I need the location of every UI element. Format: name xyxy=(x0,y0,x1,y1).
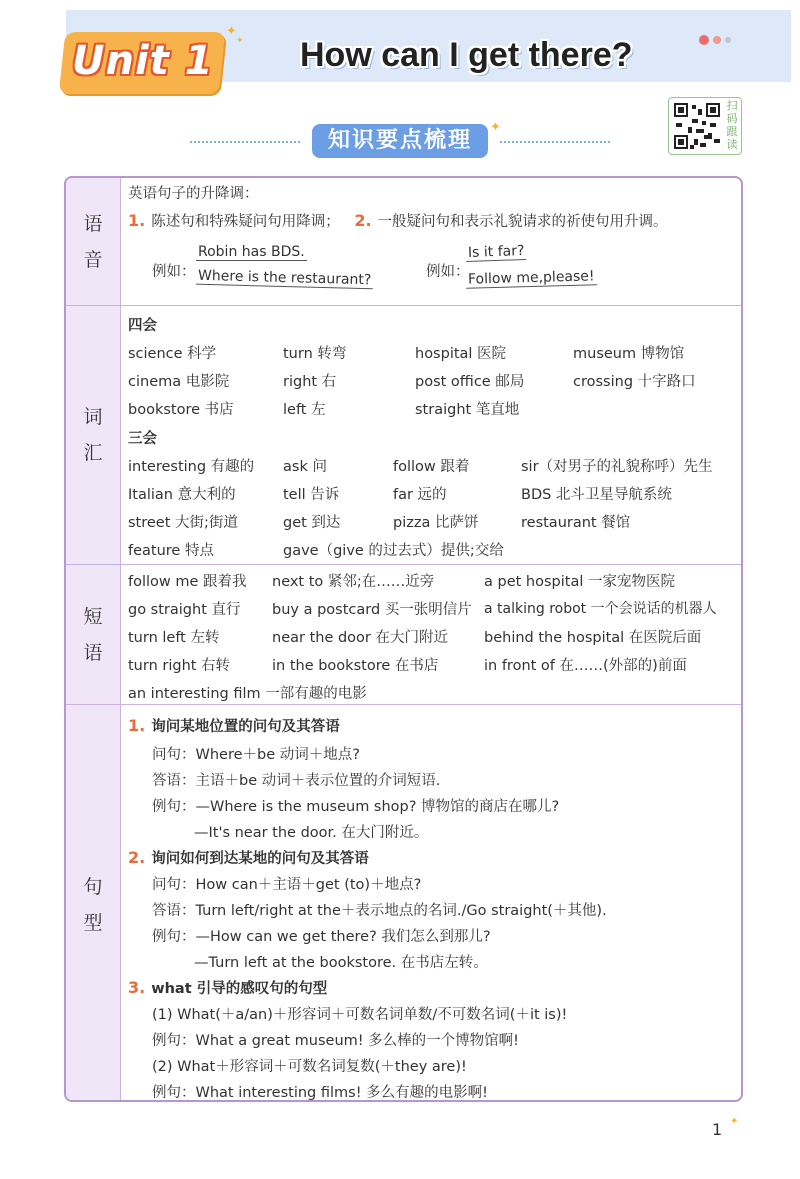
phrase-item: turn right 右转 xyxy=(128,658,231,674)
sentence-line: 问句：Where＋be 动词＋地点? xyxy=(152,747,360,763)
sentences-row xyxy=(66,705,741,1102)
vocab-item: science 科学 xyxy=(128,346,217,362)
vocab-item: follow 跟着 xyxy=(393,459,470,475)
vocab-item: turn 转弯 xyxy=(283,346,347,362)
sentence-pattern-title: 3. what 引导的感叹句的句型 xyxy=(128,978,328,997)
phrase-item: turn left 左转 xyxy=(128,630,220,646)
pronunciation-rules: 1. 陈述句和特殊疑问句用降调； 2. 一般疑问句和表示礼貌请求的祈使句用升调。 xyxy=(128,211,668,230)
qr-label: 扫码跟读 xyxy=(726,99,738,151)
vocab-item: post office 邮局 xyxy=(415,374,525,390)
vocabulary-row xyxy=(66,306,741,565)
four-skills-label: 四会 xyxy=(128,318,157,334)
vocab-item: ask 问 xyxy=(283,459,327,475)
example-text: Where is the restaurant? xyxy=(196,268,374,289)
vocab-item: street 大街;街道 xyxy=(128,515,238,531)
qr-code-icon xyxy=(672,101,722,151)
example-text: Is it far? xyxy=(466,243,527,261)
vocab-item: far 远的 xyxy=(393,487,447,503)
vocab-item: museum 博物馆 xyxy=(573,346,685,362)
sentence-line: 例句：What a great museum! 多么棒的一个博物馆啊! xyxy=(152,1033,519,1049)
sparkle-icon: ✦ xyxy=(490,120,501,135)
vocab-item: Italian 意大利的 xyxy=(128,487,236,503)
category-label: 句型 xyxy=(83,875,103,934)
category-label: 词汇 xyxy=(83,406,103,464)
example-text: Follow me,please! xyxy=(466,268,597,287)
phrase-item: next to 紧邻;在……近旁 xyxy=(272,574,435,590)
sentence-line: —It's near the door. 在大门附近。 xyxy=(194,825,429,841)
vocab-item: cinema 电影院 xyxy=(128,374,230,390)
pronunciation-row xyxy=(66,178,741,306)
sparkle-icon: ✦ xyxy=(226,24,237,39)
vocab-item: crossing 十字路口 xyxy=(573,374,696,390)
knowledge-table xyxy=(64,176,743,1102)
vocab-item: straight 笔直地 xyxy=(415,402,520,418)
qr-code-box[interactable] xyxy=(668,97,742,155)
page-title: How can I get there? xyxy=(300,36,633,74)
vocab-item: tell 告诉 xyxy=(283,487,340,503)
sparkle-icon: ✦ xyxy=(730,1116,739,1127)
phrases-row xyxy=(66,565,741,705)
sentence-line: 例句：—How can we get there? 我们怎么到那儿? xyxy=(152,929,491,945)
unit-label: Unit 1 xyxy=(72,38,214,84)
sentence-line: (2) What＋形容词＋可数名词复数(＋they are)! xyxy=(152,1059,467,1075)
vocab-item: feature 特点 xyxy=(128,543,214,559)
sentence-line: (1) What(＋a/an)＋形容词＋可数名词单数/不可数名词(＋it is)! xyxy=(152,1007,568,1023)
phrase-item: near the door 在大门附近 xyxy=(272,630,448,646)
phrase-item: go straight 直行 xyxy=(128,602,241,618)
category-cell xyxy=(66,565,121,704)
category-cell xyxy=(66,705,121,1102)
vocab-item: pizza 比萨饼 xyxy=(393,515,479,531)
vocab-item: bookstore 书店 xyxy=(128,402,234,418)
sentence-pattern-title: 2. 询问如何到达某地的问句及其答语 xyxy=(128,848,369,867)
vocab-item: get 到达 xyxy=(283,515,341,531)
sentence-line: 例句：What interesting films! 多么有趣的电影啊! xyxy=(152,1085,488,1101)
sparkle-icon: ✦ xyxy=(236,36,244,46)
phrase-item: in front of 在……(外部的)前面 xyxy=(484,658,687,674)
page-number: 1 xyxy=(712,1120,723,1139)
phrase-item: an interesting film 一部有趣的电影 xyxy=(128,686,367,702)
vocab-item: hospital 医院 xyxy=(415,346,507,362)
sentence-line: 答语：主语＋be 动词＋表示位置的介词短语. xyxy=(152,773,441,789)
category-cell xyxy=(66,178,121,305)
phrase-item: behind the hospital 在医院后面 xyxy=(484,630,702,646)
pronunciation-intro: 英语句子的升降调： xyxy=(128,186,259,202)
phrase-item: in the bookstore 在书店 xyxy=(272,658,439,674)
vocab-item: sir（对男子的礼貌称呼）先生 xyxy=(521,459,713,475)
decorative-dots xyxy=(695,29,731,48)
example-label: 例如： xyxy=(426,264,470,280)
sentence-pattern-title: 1. 询问某地位置的问句及其答语 xyxy=(128,716,340,735)
category-label: 短语 xyxy=(83,605,103,664)
vocab-item: left 左 xyxy=(283,402,326,418)
vocab-item: interesting 有趣的 xyxy=(128,459,255,475)
category-cell xyxy=(66,306,121,564)
phrase-item: a talking robot 一个会说话的机器人 xyxy=(484,601,717,617)
category-label: 语音 xyxy=(83,212,103,271)
vocab-item: right 右 xyxy=(283,374,337,390)
section-heading-text: 知识要点梳理 xyxy=(312,124,488,158)
example-text: Robin has BDS. xyxy=(198,244,305,260)
vocab-item: restaurant 餐馆 xyxy=(521,515,631,531)
sentence-line: 例句：—Where is the museum shop? 博物馆的商店在哪儿? xyxy=(152,799,560,815)
vocab-item: gave（give 的过去式）提供;交给 xyxy=(283,543,504,559)
phrase-item: a pet hospital 一家宠物医院 xyxy=(484,574,675,590)
phrase-item: buy a postcard 买一张明信片 xyxy=(272,602,472,618)
three-skills-label: 三会 xyxy=(128,431,157,447)
example-label: 例如： xyxy=(152,264,196,280)
section-heading xyxy=(190,122,610,162)
phrase-item: follow me 跟着我 xyxy=(128,574,247,590)
sentence-line: 问句：How can＋主语＋get (to)＋地点? xyxy=(152,877,422,893)
sentence-line: 答语：Turn left/right at the＋表示地点的名词./Go straight(＋其他). xyxy=(152,903,607,919)
vocab-item: BDS 北斗卫星导航系统 xyxy=(521,487,672,503)
sentence-line: —Turn left at the bookstore. 在书店左转。 xyxy=(194,955,488,971)
